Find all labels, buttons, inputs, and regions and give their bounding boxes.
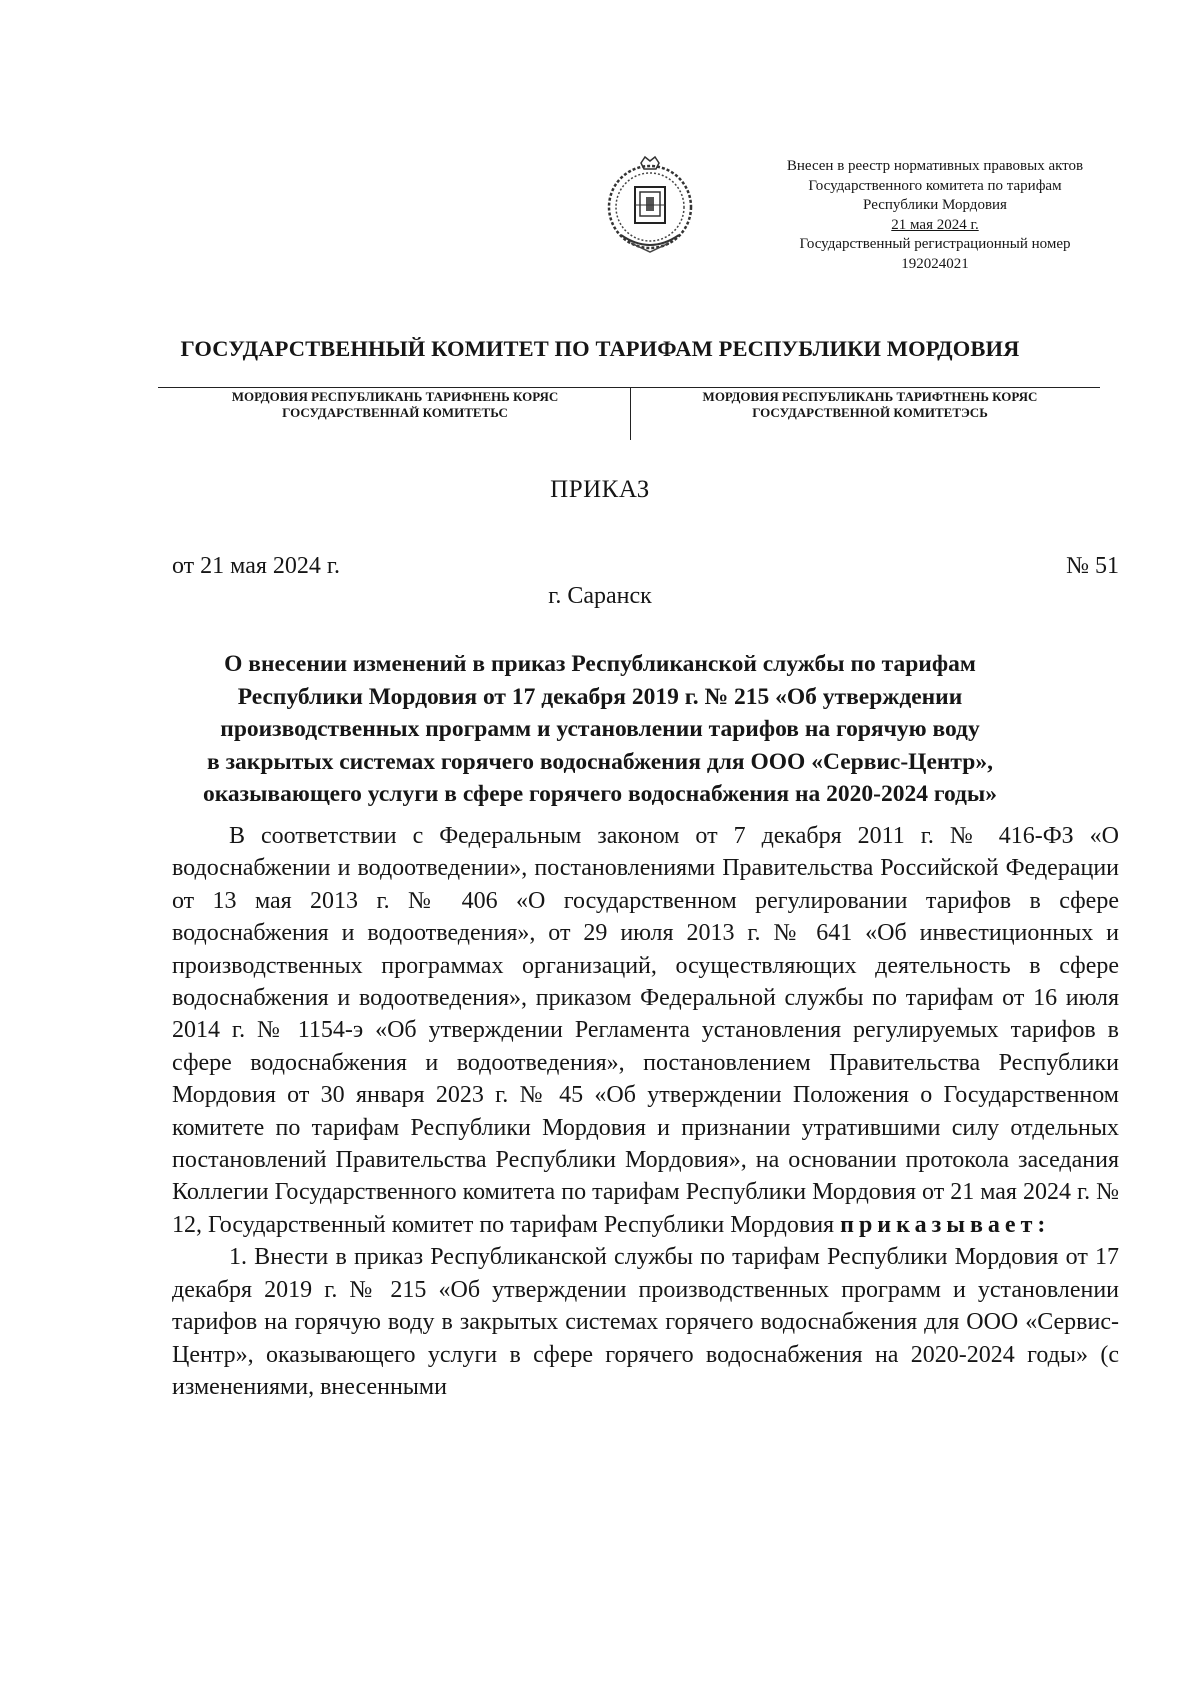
order-number: № 51 xyxy=(1066,553,1119,579)
subject-line: оказывающего услуги в сфере горячего водоснабжения на 2020-2024 годы» xyxy=(202,781,998,807)
coat-of-arms-emblem xyxy=(601,155,699,257)
agency-name-erzya-line: МОРДОВИЯ РЕСПУБЛИКАНЬ ТАРИФТНЕНЬ КОРЯС xyxy=(702,389,1038,404)
agency-name-erzya-line: ГОСУДАРСТВЕННОЙ КОМИТЕТЭСЬ xyxy=(752,405,988,420)
subject-line: в закрытых системах горячего водоснабжения для ООО «Сервис-Центр», xyxy=(207,748,993,775)
subject-line: производственных программ и установлении тарифов на горячую воду xyxy=(220,716,980,742)
subject-line: О внесении изменений в приказ Республиканской службы по тарифам xyxy=(224,651,976,677)
registry-date: 21 мая 2024 г. xyxy=(891,216,979,233)
item-1-paragraph: 1. Внести в приказ Республиканской службы по тарифам Республики Мордовия от 17 декабря 2019 г. № 215 «Об утверждении производственных программ и установлении тарифов на горячую воду в закрытых системах горячего водоснабжения для ООО «Сервис-Центр», оказывающего услуги в сфере горячего водоснабжения на 2020-2024 годы» (с изменениями, внесенными xyxy=(172,1244,1119,1400)
preamble-paragraph xyxy=(172,820,1119,1241)
order-body xyxy=(172,820,1119,1403)
agency-name-moksha xyxy=(175,389,615,421)
registry-line: Государственного комитета по тарифам xyxy=(808,177,1062,194)
registry-line: Внесен в реестр нормативных правовых актов xyxy=(786,158,1084,174)
header-divider-left xyxy=(158,387,630,388)
registry-number: 192024021 xyxy=(901,255,969,272)
agency-name-erzya xyxy=(650,389,1090,421)
orders-word: приказывает: xyxy=(840,1211,1051,1238)
header-divider-vertical xyxy=(630,388,631,440)
agency-name: ГОСУДАРСТВЕННЫЙ КОМИТЕТ ПО ТАРИФАМ РЕСПУБЛИКИ МОРДОВИЯ xyxy=(180,336,1020,361)
document-type-title: ПРИКАЗ xyxy=(550,476,650,503)
registry-line: Республики Мордовия xyxy=(863,197,1007,213)
registry-stamp xyxy=(735,157,1135,274)
agency-name-moksha-line: МОРДОВИЯ РЕСПУБЛИКАНЬ ТАРИФНЕНЬ КОРЯС xyxy=(231,389,559,404)
order-city: г. Саранск xyxy=(548,583,652,609)
preamble-text: В соответствии с Федеральным законом от 7 декабря 2011 г. № 416-ФЗ «О водоснабжении и водоотведении», постановлениями Правительства Российской Федерации от 13 мая 2013 г. № 406 «О государственном регулировании тарифов в сфере водоснабжения и водоотведения», от 29 июля 2013 г. № 641 «Об инвестиционных и производственных программах организаций, осуществляющих деятельность в сфере водоснабжения и водоотведения», приказом Федеральной службы по тарифам от 16 июля 2014 г. № 1154-э «Об утверждении Регламента установления регулируемых тарифов в сфере водоснабжения и водоотведения», постановлением Правительства Республики Мордовия от 30 января 2023 г. № 45 «Об утверждении Положения о Государственном комитете по тарифам Республики Мордовия и признании утратившими силу отдельных постановлений Правительства Республики Мордовия», на основании протокола заседания Коллегии Государственного комитета по тарифам Республики Мордовия от 21 мая 2024 г. № 12, Государственный комитет по тарифам Республики Мордовия xyxy=(172,823,1119,1238)
subject-line: Республики Мордовия от 17 декабря 2019 г. № 215 «Об утверждении xyxy=(237,683,963,710)
header-divider-right xyxy=(630,387,1100,388)
order-date: от 21 мая 2024 г. xyxy=(172,553,341,579)
registry-line: Государственный регистрационный номер xyxy=(799,236,1071,252)
agency-name-moksha-line: ГОСУДАРСТВЕННАЙ КОМИТЕТЬС xyxy=(282,405,508,420)
order-subject xyxy=(150,648,1050,811)
